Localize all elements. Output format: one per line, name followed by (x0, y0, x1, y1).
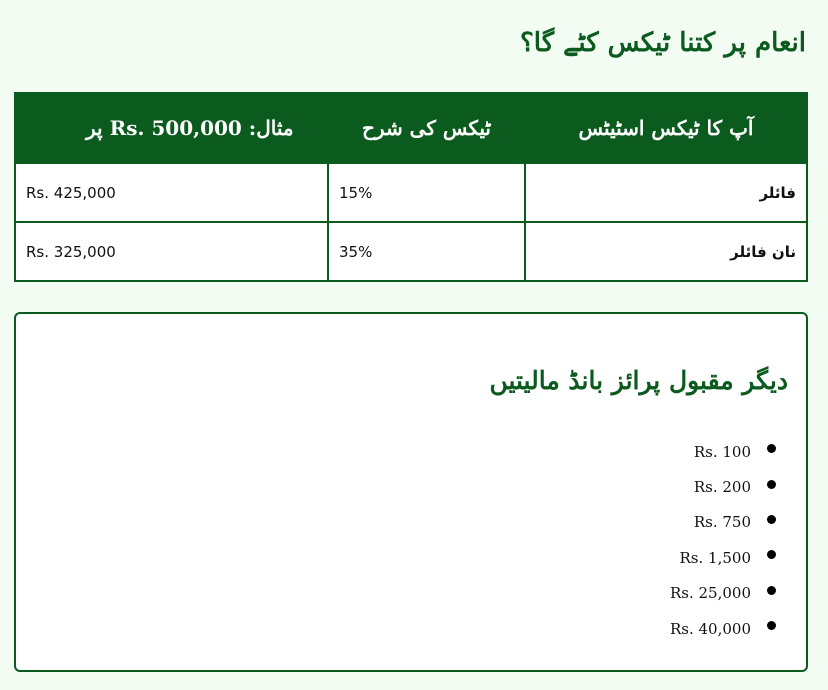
tax-table-header-row (15, 93, 807, 163)
rate-cell: 35% (328, 222, 525, 281)
bond-value: Rs. 1,500 (679, 548, 751, 567)
table-row (15, 222, 807, 281)
bullet-icon (767, 444, 776, 453)
status-cell: نان فائلر (525, 222, 807, 281)
list-item (670, 434, 776, 469)
bonds-card (14, 312, 808, 672)
bonds-heading: دیگر مقبول پرائز بانڈ مالیتیں (489, 366, 788, 395)
bond-value: Rs. 100 (693, 442, 751, 461)
bullet-icon (767, 480, 776, 489)
bullet-icon (767, 550, 776, 559)
amount-value: Rs. 425,000 (26, 183, 116, 202)
bullet-icon (767, 515, 776, 524)
status-cell: فائلر (525, 163, 807, 222)
list-item (670, 576, 776, 611)
page-title: انعام پر کتنا ٹیکس کٹے گا؟ (520, 28, 806, 58)
bond-value: Rs. 200 (693, 478, 751, 497)
list-item (670, 469, 776, 504)
amount-cell (15, 163, 328, 222)
header-tax-status: آپ کا ٹیکس اسٹیٹس (525, 93, 807, 163)
bullet-icon (767, 586, 776, 595)
table-row (15, 163, 807, 222)
header-example: مثال: Rs. 500,000 پر (15, 93, 328, 163)
amount-cell (15, 222, 328, 281)
header-tax-rate: ٹیکس کی شرح (328, 93, 525, 163)
bullet-icon (767, 621, 776, 630)
amount-value: Rs. 325,000 (26, 242, 116, 261)
bond-value: Rs. 25,000 (669, 584, 751, 603)
list-item (670, 505, 776, 540)
bond-value: Rs. 750 (693, 513, 751, 532)
bond-value: Rs. 40,000 (669, 619, 751, 638)
bonds-list (670, 434, 776, 646)
tax-table (14, 92, 808, 282)
rate-cell: 15% (328, 163, 525, 222)
list-item (670, 611, 776, 646)
list-item (670, 540, 776, 575)
